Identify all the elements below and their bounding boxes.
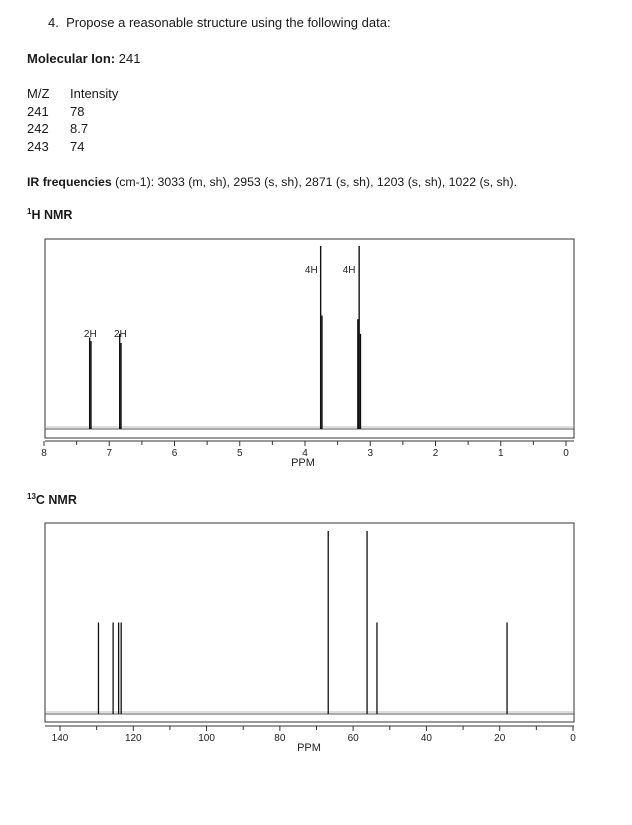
ir-label: IR frequencies — [27, 175, 112, 189]
integration-label: 4H — [304, 265, 318, 276]
question-number: 4. — [48, 15, 59, 30]
x-axis-label: PPM — [291, 457, 315, 469]
x-tick-label: 100 — [198, 733, 215, 744]
x-tick-label: 2 — [432, 448, 439, 459]
x-tick-label: 20 — [494, 733, 506, 744]
x-tick-label: 0 — [563, 448, 569, 459]
x-tick-label: 120 — [124, 733, 142, 744]
mz-header: M/Z — [27, 86, 50, 101]
x-tick-label: 1 — [497, 448, 504, 459]
h-nmr-plot — [41, 239, 574, 469]
c-nmr-heading — [27, 492, 77, 507]
integration-label: 4H — [342, 265, 356, 276]
molecular-ion-label: Molecular Ion: — [27, 51, 116, 66]
x-tick-label: 7 — [106, 448, 113, 459]
x-tick-label: 8 — [41, 448, 47, 459]
ir-unit: (cm-1): — [115, 175, 155, 189]
plot-frame — [45, 523, 574, 722]
h-nmr-heading-text: H NMR — [31, 208, 73, 223]
x-tick-label: 140 — [51, 733, 69, 744]
x-tick-label: 3 — [367, 448, 374, 459]
intensity-cell: 78 — [70, 103, 85, 119]
intensity-header: Intensity — [70, 86, 119, 101]
x-tick-label: 80 — [274, 733, 286, 744]
x-tick-label: 4 — [302, 448, 308, 459]
ir-values: 3033 (m, sh), 2953 (s, sh), 2871 (s, sh), 1203 (s, sh), 1022 (s, sh). — [157, 175, 518, 189]
x-tick-label: 5 — [236, 448, 243, 459]
mz-cell: 243 — [27, 138, 49, 154]
intensity-cell: 8.7 — [70, 121, 89, 136]
molecular-ion-value: 241 — [118, 51, 141, 66]
h-nmr-heading-sup: 1 — [27, 207, 32, 216]
x-tick-label: 6 — [171, 448, 178, 459]
question-text: Propose a reasonable structure using the following data: — [66, 15, 391, 30]
x-axis-label: PPM — [297, 742, 321, 754]
x-tick-label: 40 — [420, 733, 432, 744]
intensity-cell: 74 — [70, 138, 85, 154]
x-tick-label: 60 — [347, 733, 359, 744]
c-nmr-heading-text: C NMR — [35, 493, 77, 508]
c-nmr-heading-sup: 13 — [27, 492, 36, 501]
mz-cell: 241 — [27, 103, 49, 119]
c-nmr-plot — [45, 523, 576, 754]
x-tick-label: 0 — [570, 733, 576, 744]
integration-label: 2H — [113, 329, 127, 340]
integration-label: 2H — [83, 329, 97, 340]
mz-cell: 242 — [27, 121, 49, 136]
